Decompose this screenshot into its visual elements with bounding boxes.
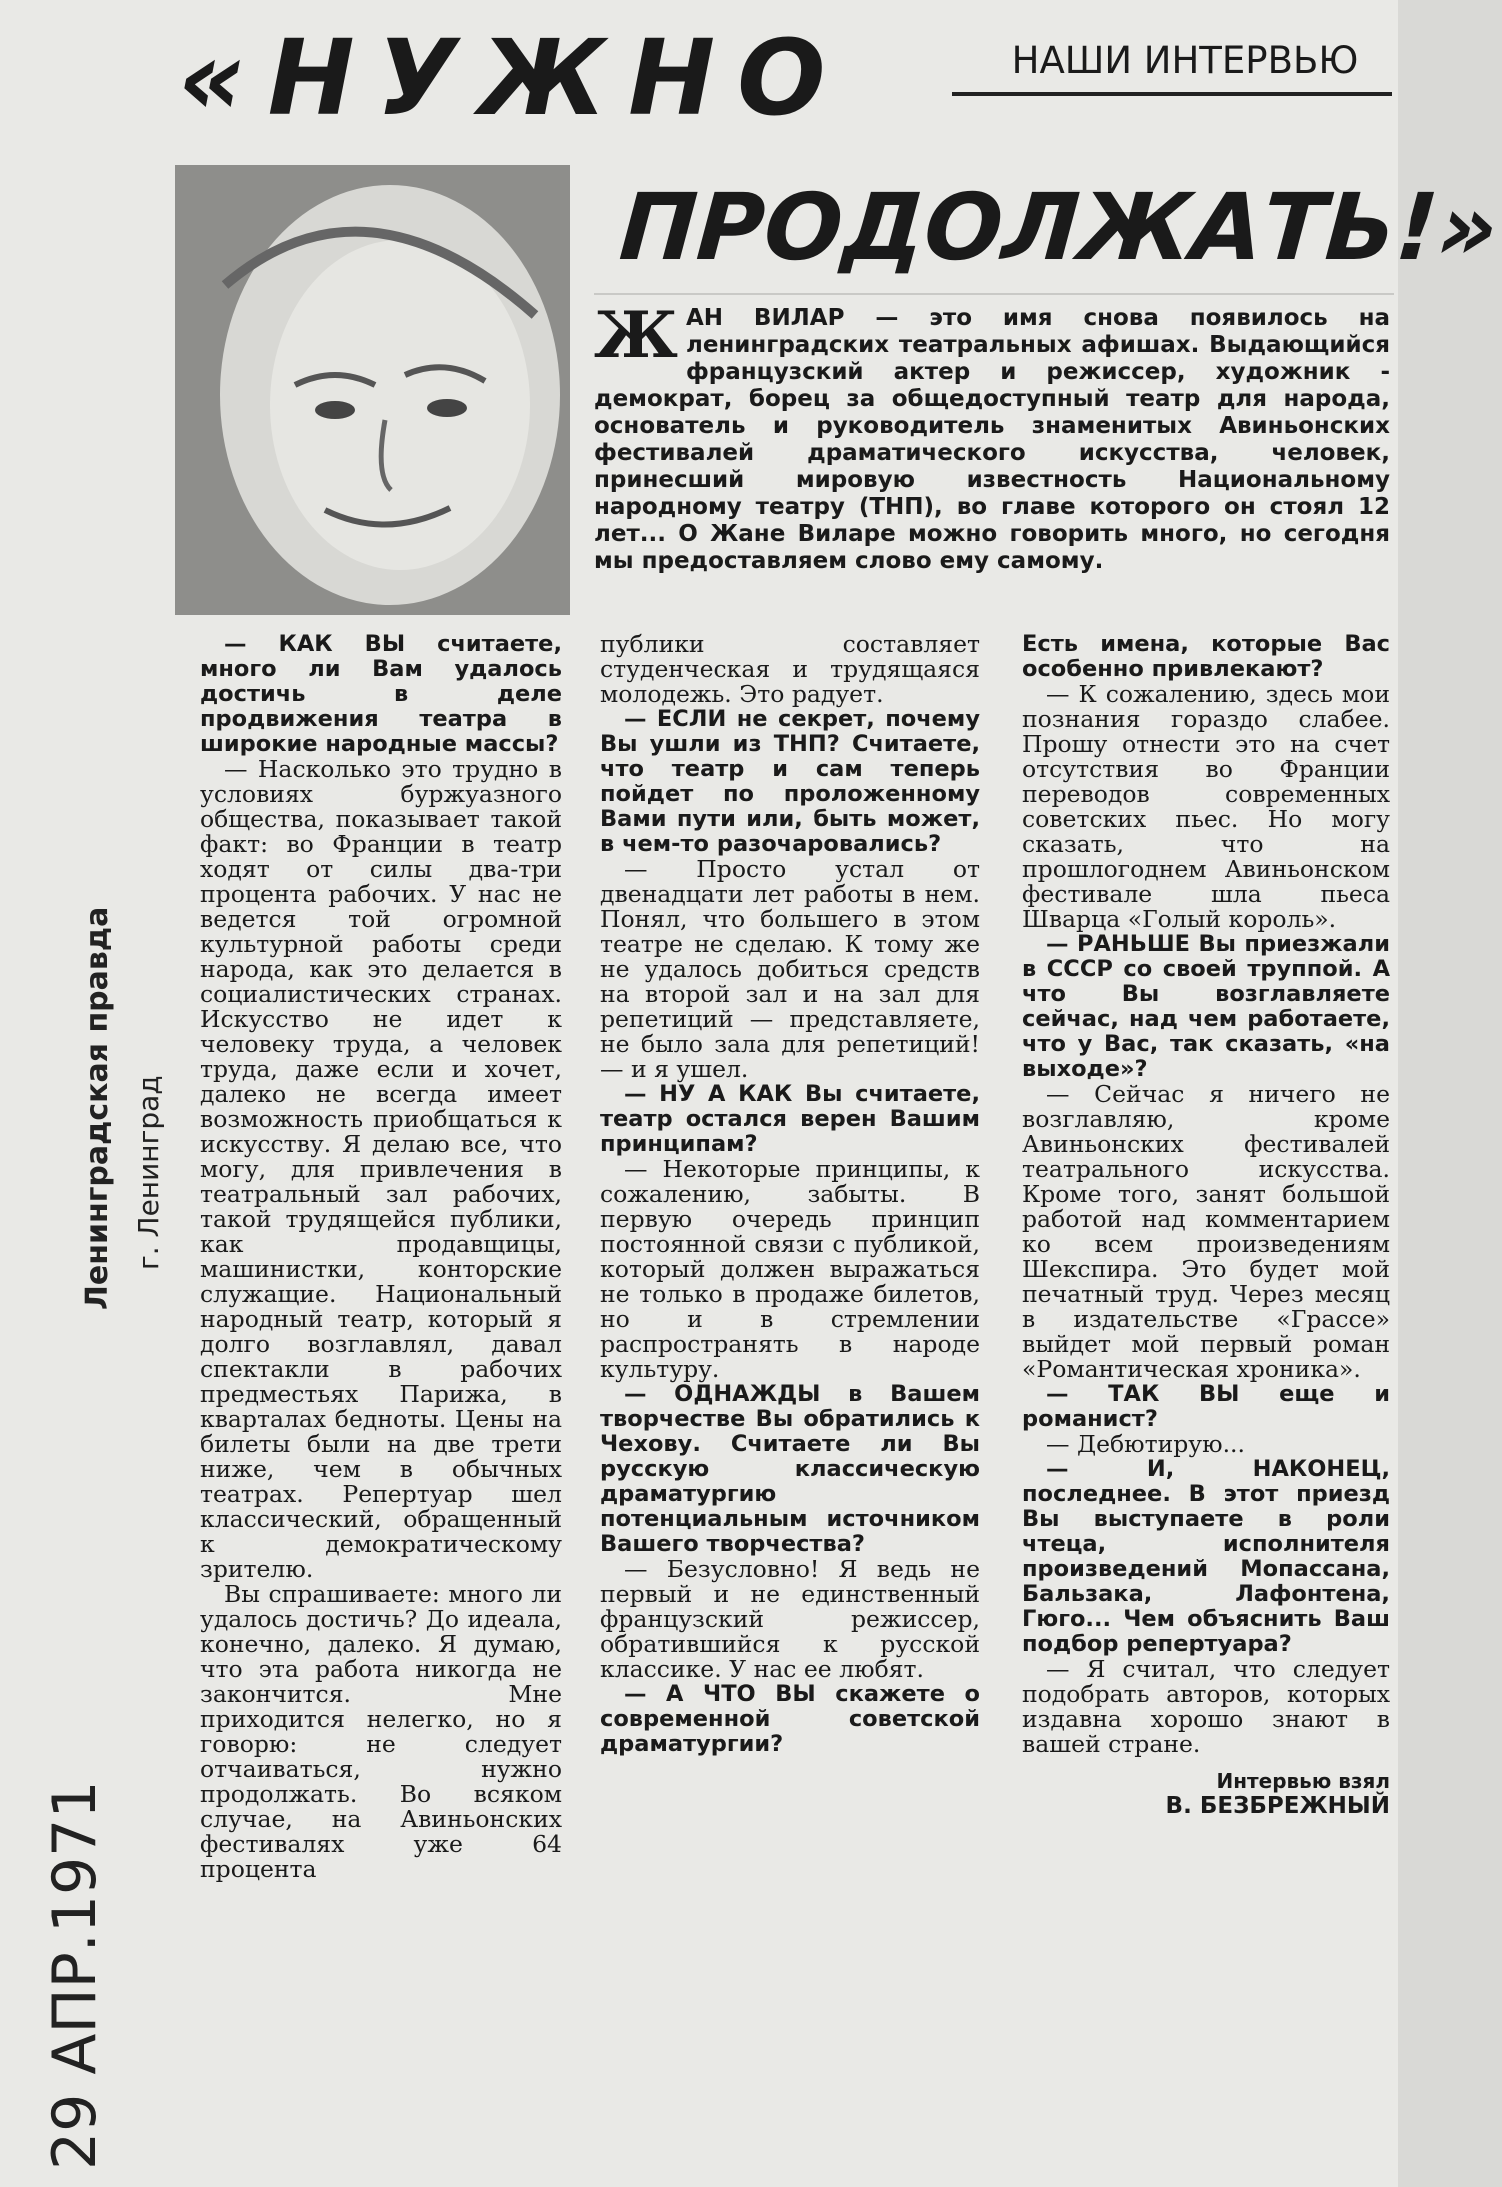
lead-paragraph (594, 298, 1390, 605)
answer: — Безусловно! Я ведь не первый и не единственный французский режиссер, обратившийся к русской классике. У нас ее любят. (600, 1555, 980, 1683)
answer: — Сейчас я ничего не возглавляю, кроме Авиньонских фестивалей театрального искусства. Кроме того, занят большой работой над комментарием ко всем произведениям Шекспира. Это будет мой печатный труд. Через месяц в издательстве «Грассе» выйдет мой первый роман «Романтическая хроника». (1022, 1080, 1390, 1383)
stamp-newspaper: Ленинградская правда (80, 906, 115, 1310)
question: — ТАК ВЫ еще и романист? (1022, 1381, 1390, 1432)
answer: — Дебютирую... (1046, 1430, 1245, 1458)
stamp-city: г. Ленинград (132, 1075, 165, 1270)
column-1 (200, 632, 562, 2112)
drop-cap: Ж (594, 298, 678, 373)
lead-text: АН ВИЛАР — это имя снова появилось на ленинградских театральных афишах. Выдающийся французский актер и режиссер, художник - демократ, борец за общедоступный театр для народа, основатель и руководитель знаменитых Авиньонских фестивалей драматического искусства, человек, принесший мировую известность Национальному народному театру (ТНП), во главе которого он стоял 12 лет... О Жане Виларе можно говорить много, но сегодня мы предоставляем слово ему самому. (594, 305, 1390, 574)
byline-caption: Интервью взял (1216, 1769, 1390, 1793)
question: — И, НАКОНЕЦ, последнее. В этот приезд Вы выступаете в роли чтеца, исполнителя произведений Мопассана, Бальзака, Лафонтена, Гюго... Чем объяснить Ваш подбор репертуара? (1022, 1456, 1390, 1657)
question: — А ЧТО ВЫ скажете о современной советской драматургии? (600, 1681, 980, 1757)
portrait-image (175, 165, 570, 615)
article-divider (594, 293, 1394, 295)
question: — НУ А КАК Вы считаете, театр остался верен Вашим принципам? (600, 1081, 980, 1157)
source-stamp (50, 800, 165, 1320)
rubric-divider (952, 92, 1392, 96)
answer: — Насколько это трудно в условиях буржуазного общества, показывает такой факт: во Франции в театр ходят от силы два-три процента рабочих. У нас не ведется той огромной культурной работы среди народа, как это делается в социалистических странах. Искусство не идет к человеку труда, а человек труда, даже если и хочет, далеко не всегда имеет возможность приобщаться к искусству. Я делаю все, что могу, для привлечения в театральный зал рабочих, такой трудящейся публики, как продавщицы, машинистки, конторские служащие. Национальный народный театр, который я долго возглавлял, давал спектакли в рабочих предместьях Парижа, в кварталах бедноты. Цены на билеты были на две трети ниже, чем в обычных театрах. Репертуар шел классический, обращенный к демократическому зрителю. (200, 755, 562, 1583)
question: — КАК ВЫ считаете, много ли Вам удалось достичь в деле продвижения театра в широкие народные массы? (200, 631, 562, 757)
question: Есть имена, которые Вас особенно привлекают? (1022, 631, 1390, 682)
headline-line1: «НУЖНО (178, 17, 848, 139)
handwritten-date (20, 1650, 130, 2170)
column-3 (1022, 632, 1390, 2112)
byline (1022, 1769, 1390, 1819)
column-2 (600, 632, 980, 2112)
question: — ОДНАЖДЫ в Вашем творчестве Вы обратились к Чехову. Считаете ли Вы русскую классическую драматургию потенциальным источником Вашего творчества? (600, 1381, 980, 1557)
answer: — Просто устал от двенадцати лет работы в нем. Понял, что большего в этом театре не сделаю. К тому же не удалось добиться средств на второй зал и на зал для репетиций — представляете, не было зала для репетиций! — и я ушел. (600, 855, 980, 1083)
headline-line2: ПРОДОЛЖАТЬ!» (616, 174, 1502, 281)
date-text: 29 АПР.1971 (40, 1780, 110, 2170)
answer: публики составляет студенческая и трудящаяся молодежь. Это радует. (600, 630, 980, 708)
byline-author: В. БЕЗБРЕЖНЫЙ (1165, 1793, 1390, 1819)
answer: Вы спрашиваете: много ли удалось достичь? До идеала, конечно, далеко. Я думаю, что эта работа никогда не закончится. Мне приходится нелегко, но я говорю: не следует отчаиваться, нужно продолжать. Во всяком случае, на Авиньонских фестивалях уже 64 процента (200, 1580, 562, 1883)
question: — РАНЬШЕ Вы приезжали в СССР со своей труппой. А что Вы возглавляете сейчас, над чем работаете, что у Вас, так сказать, «на выходе»? (1022, 931, 1390, 1082)
rubric-label: НАШИ ИНТЕРВЬЮ (1011, 39, 1359, 82)
question: — ЕСЛИ не секрет, почему Вы ушли из ТНП? Считаете, что театр и сам теперь пойдет по проложенному Вами пути или, быть может, в чем-то разочаровались? (600, 706, 980, 857)
answer: — Некоторые принципы, к сожалению, забыты. В первую очередь принцип постоянной связи с публикой, который должен выражаться не только в продаже билетов, но и в стремлении распространять в народе культуру. (600, 1155, 980, 1383)
answer: — Я считал, что следует подобрать авторов, которых издавна хорошо знают в вашей стране. (1022, 1655, 1390, 1758)
portrait-photo (175, 165, 570, 615)
answer: — К сожалению, здесь мои познания гораздо слабее. Прошу отнести это на счет отсутствия во Франции переводов современных советских пьес. Но могу сказать, что на прошлогоднем Авиньонском фестивале шла пьеса Шварца «Голый король». (1022, 680, 1390, 933)
